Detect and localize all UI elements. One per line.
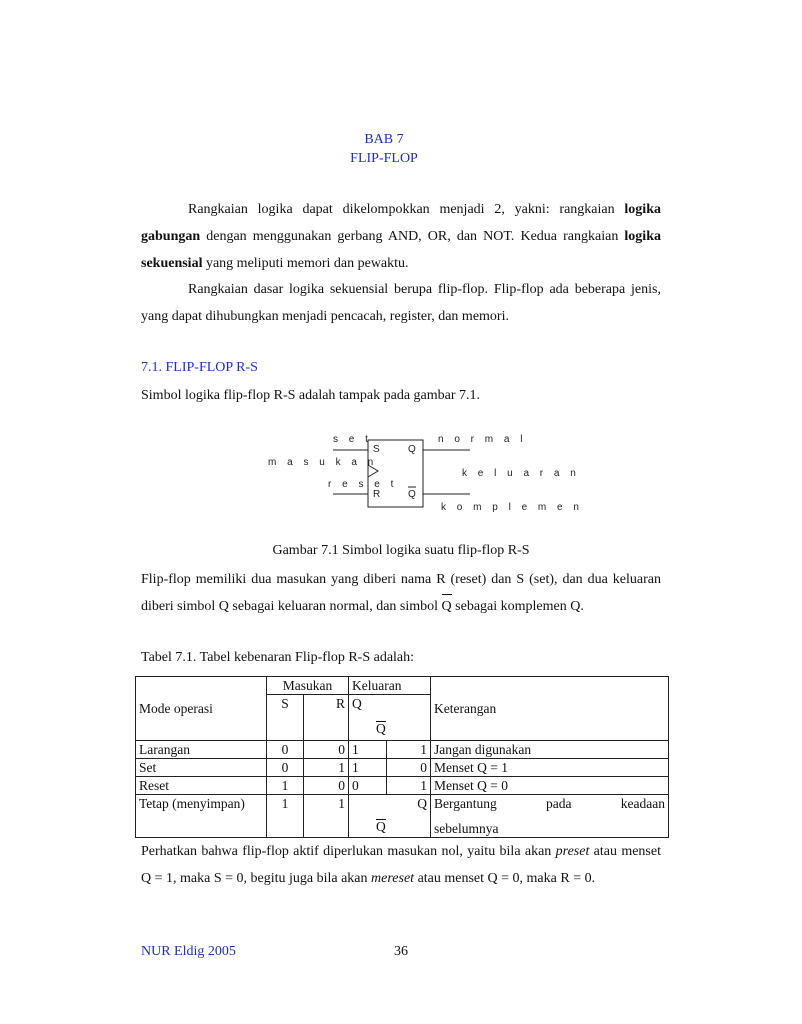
intro-text: Rangkaian logika dapat dikelompokkan menjadi 2, yakni: rangkaian	[188, 202, 625, 217]
description-text: Flip-flop memiliki dua masukan yang diberi nama R (reset) dan S (set), dan dua keluaran diberi simbol Q sebagai keluaran normal, dan simbol	[141, 572, 661, 614]
cell-keterangan-word: Bergantung	[434, 796, 497, 811]
header-q-qbar	[349, 695, 431, 741]
cell-s: 0	[267, 759, 304, 777]
cell-s: 0	[267, 741, 304, 759]
header-keluaran: Keluaran	[349, 677, 431, 695]
cell-mode: Reset	[136, 777, 267, 795]
header-q: Q	[352, 696, 362, 711]
cell-q: 0	[349, 777, 387, 795]
cell-r: 0	[304, 741, 349, 759]
description-paragraph	[141, 566, 661, 620]
header-mode: Mode operasi	[136, 677, 267, 741]
intro-text: dengan menggunakan gerbang AND, OR, dan NOT. Kedua rangkaian	[200, 229, 625, 244]
chapter-number: BAB 7	[364, 132, 404, 147]
cell-qbar: 1	[387, 741, 431, 759]
term-logika-gabungan: logika gabungan	[141, 202, 661, 244]
header-s: S	[267, 695, 304, 741]
cell-s: 1	[267, 795, 304, 838]
cell-keterangan: Jangan digunakan	[431, 741, 669, 759]
label-reset: r e s e t	[328, 479, 398, 490]
header-r: R	[304, 695, 349, 741]
cell-r: 0	[304, 777, 349, 795]
cell-s: 1	[267, 777, 304, 795]
cell-keterangan	[431, 795, 669, 838]
cell-mode: Larangan	[136, 741, 267, 759]
section-title: 7.1. FLIP-FLOP R-S	[141, 360, 258, 375]
note-text: atau menset Q = 1, maka S = 0, begitu juga bila akan	[141, 844, 661, 886]
cell-q: 1	[349, 741, 387, 759]
pin-s: S	[373, 444, 380, 455]
intro-paragraph-2: Rangkaian dasar logika sekuensial berupa flip-flop. Flip-flop ada beberapa jenis, yang dapat dihubungkan menjadi pencacah, register, dan memori.	[141, 282, 661, 324]
qbar-symbol: Q	[442, 593, 452, 620]
footer-author: NUR Eldig 2005	[141, 944, 236, 959]
cell-keterangan-word: pada	[546, 796, 572, 811]
section-lead: Simbol logika flip-flop R-S adalah tampak pada gambar 7.1.	[141, 388, 481, 403]
table-row	[136, 777, 669, 795]
table-row	[136, 795, 669, 838]
intro-paragraph-1	[141, 196, 661, 277]
label-masukan: m a s u k a n	[268, 457, 378, 468]
label-keluaran: k e l u a r a n	[462, 468, 580, 479]
pin-qbar: Q	[408, 489, 416, 500]
cell-r: 1	[304, 795, 349, 838]
chapter-heading	[0, 130, 768, 168]
description-text: sebagai komplemen Q.	[451, 599, 584, 614]
cell-qbar: Q	[376, 819, 386, 834]
table-row	[136, 759, 669, 777]
truth-table	[135, 676, 669, 838]
cell-qbar: 1	[387, 777, 431, 795]
term-logika-sekuensial: logika sekuensial	[141, 229, 661, 271]
cell-mode: Set	[136, 759, 267, 777]
header-qbar: Q	[376, 721, 386, 736]
cell-r: 1	[304, 759, 349, 777]
cell-q: Q	[417, 796, 427, 811]
cell-q-qbar	[349, 795, 431, 838]
cell-keterangan: Menset Q = 0	[431, 777, 669, 795]
intro-text: yang meliputi memori dan pewaktu.	[202, 256, 409, 271]
label-normal: n o r m a l	[438, 434, 527, 445]
pin-q: Q	[408, 444, 416, 455]
cell-mode: Tetap (menyimpan)	[136, 795, 267, 838]
note-paragraph	[141, 838, 661, 892]
table-row	[136, 741, 669, 759]
flip-flop-symbol-diagram	[265, 425, 583, 525]
header-masukan: Masukan	[267, 677, 349, 695]
cell-keterangan: Menset Q = 1	[431, 759, 669, 777]
pin-r: R	[373, 489, 381, 500]
cell-q: 1	[349, 759, 387, 777]
figure-caption: Gambar 7.1 Simbol logika suatu flip-flop R-S	[272, 543, 530, 558]
page-number: 36	[394, 944, 408, 959]
header-keterangan: Keterangan	[431, 677, 669, 741]
note-text: Perhatkan bahwa flip-flop aktif diperlukan masukan nol, yaitu bila akan	[141, 844, 556, 859]
table-caption: Tabel 7.1. Tabel kebenaran Flip-flop R-S adalah:	[141, 650, 415, 665]
note-text: atau menset Q = 0, maka R = 0.	[414, 871, 596, 886]
label-komplemen: k o m p l e m e n	[441, 502, 583, 513]
cell-keterangan-word: keadaan	[620, 796, 665, 811]
term-preset: preset	[555, 844, 590, 859]
cell-keterangan-word: sebelumnya	[434, 821, 499, 836]
chapter-title: FLIP-FLOP	[350, 151, 418, 166]
cell-qbar: 0	[387, 759, 431, 777]
term-mereset: mereset	[371, 871, 415, 886]
label-set: s e t	[333, 434, 372, 445]
